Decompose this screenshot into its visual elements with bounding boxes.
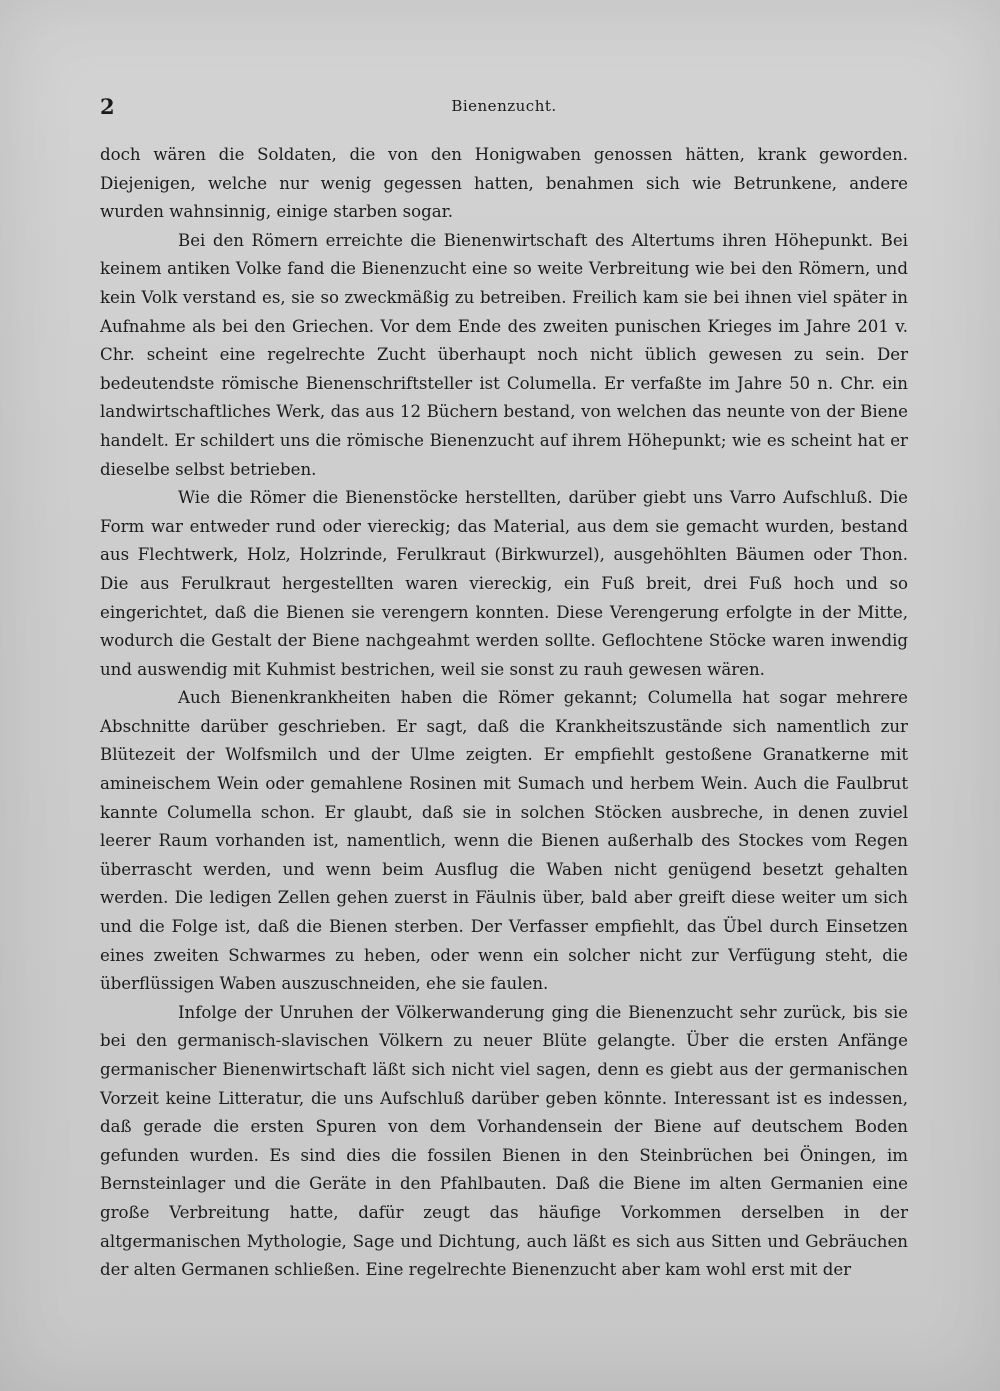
page-header	[100, 94, 908, 122]
body-text	[100, 141, 908, 1285]
running-title: Bienenzucht.	[451, 97, 557, 115]
paragraph-2: Bei den Römern erreichte die Bienenwirtschaft des Altertums ihren Höhepunkt. Bei keinem antiken Volke fand die Bienenzucht eine so weite Verbreitung wie bei den Römern, und kein Volk verstand es, sie so zweckmäßig zu betreiben. Freilich kam sie bei ihnen viel später in Aufnahme als bei den Griechen. Vor dem Ende des zweiten punischen Krieges im Jahre 201 v. Chr. scheint eine regelrechte Zucht überhaupt noch nicht üblich gewesen zu sein. Der bedeutendste römische Bienenschriftsteller ist Columella. Er verfaßte im Jahre 50 n. Chr. ein landwirtschaftliches Werk, das aus 12 Büchern bestand, von welchen das neunte von der Biene handelt. Er schildert uns die römische Bienenzucht auf ihrem Höhepunkt; wie es scheint hat er dieselbe selbst betrieben.	[100, 230, 908, 479]
page-number: 2	[100, 94, 115, 119]
paragraph-4: Auch Bienenkrankheiten haben die Römer gekannt; Columella hat sogar mehrere Abschnitte darüber geschrieben. Er sagt, daß die Krankheitszustände sich namentlich zur Blütezeit der Wolfsmilch und der Ulme zeigten. Er empfiehlt gestoßene Granatkerne mit amineischem Wein oder gemahlene Rosinen mit Sumach und herbem Wein. Auch die Faulbrut kannte Columella schon. Er glaubt, daß sie in solchen Stöcken ausbreche, in denen zuviel leerer Raum vorhanden ist, namentlich, wenn die Bienen außerhalb des Stockes vom Regen überrascht werden, und wenn beim Ausflug die Waben nicht genügend besetzt gehalten werden. Die ledigen Zellen gehen zuerst in Fäulnis über, bald aber greift diese weiter um sich und die Folge ist, daß die Bienen sterben. Der Verfasser empfiehlt, das Übel durch Einsetzen eines zweiten Schwarmes zu heben, oder wenn ein solcher nicht zur Verfügung steht, die überflüssigen Waben auszuschneiden, ehe sie faulen.	[100, 688, 908, 994]
paragraph-3: Wie die Römer die Bienenstöcke herstellten, darüber giebt uns Varro Aufschluß. Die Form war entweder rund oder viereckig; das Material, aus dem sie gemacht wurden, bestand aus Flechtwerk, Holz, Holzrinde, Ferulkraut (Birkwurzel), ausgehöhlten Bäumen oder Thon. Die aus Ferulkraut hergestellten waren viereckig, ein Fuß breit, drei Fuß hoch und so eingerichtet, daß die Bienen sie verengern konnten. Diese Verengerung erfolgte in der Mitte, wodurch die Gestalt der Biene nachgeahmt werden sollte. Geflochtene Stöcke waren inwendig und auswendig mit Kuhmist bestrichen, weil sie sonst zu rauh gewesen wären.	[100, 488, 908, 679]
paragraph-5: Infolge der Unruhen der Völkerwanderung ging die Bienenzucht sehr zurück, bis sie bei den germanisch-slavischen Völkern zu neuer Blüte gelangte. Über die ersten Anfänge germanischer Bienenwirtschaft läßt sich nicht viel sagen, denn es giebt aus der germanischen Vorzeit keine Litteratur, die uns Aufschluß darüber geben könnte. Interessant ist es indessen, daß gerade die ersten Spuren von dem Vorhandensein der Biene auf deutschem Boden gefunden wurden. Es sind dies die fossilen Bienen in den Steinbrüchen bei Öningen, im Bernsteinlager und die Geräte in den Pfahlbauten. Daß die Biene im alten Germanien eine große Verbreitung hatte, dafür zeugt das häufige Vorkommen derselben in der altgermanischen Mythologie, Sage und Dichtung, auch läßt es sich aus Sitten und Gebräuchen der alten Germanen schließen. Eine regelrechte Bienenzucht aber kam wohl erst mit der	[100, 1002, 908, 1280]
paragraph-1: doch wären die Soldaten, die von den Honigwaben genossen hätten, krank geworden. Diejenigen, welche nur wenig gegessen hatten, benahmen sich wie Betrunkene, andere wurden wahnsinnig, einige starben sogar.	[100, 145, 908, 222]
